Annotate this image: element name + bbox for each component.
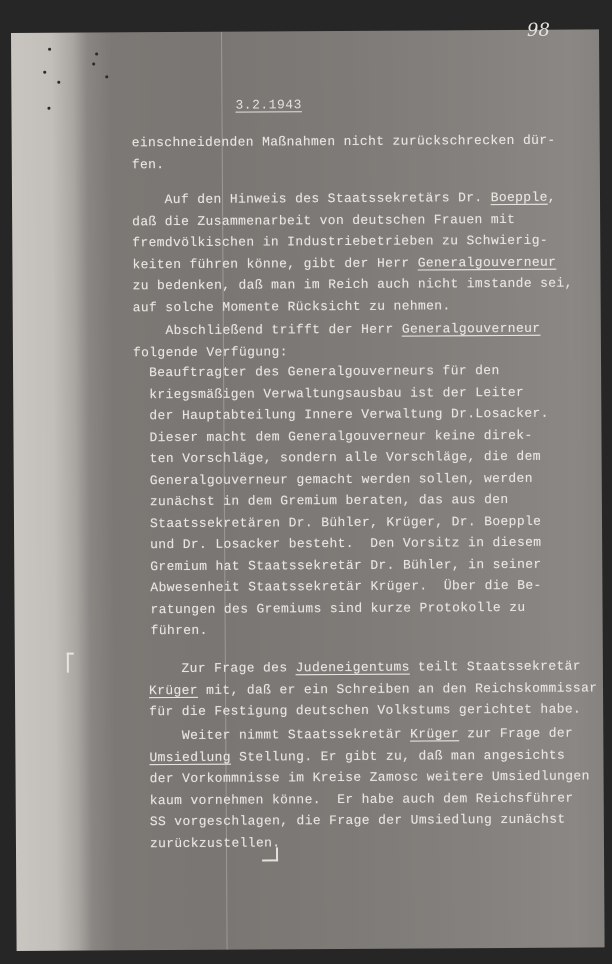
punch-speck: [47, 107, 50, 110]
text-line: ratungen des Gremiums sind kurze Protokolle zu: [150, 599, 526, 617]
text-line: daß die Zusammenarbeit von deutschen Frauen mit: [132, 211, 516, 229]
text-line: Dieser macht dem Generalgouverneur keine direk-: [149, 427, 533, 445]
text-line: kaum vornehmen könne. Er habe auch dem Reichsführer: [149, 790, 574, 808]
text-line: ten Vorschläge, sondern alle Vorschläge, die dem: [149, 448, 541, 467]
punch-speck: [105, 75, 108, 78]
punch-speck: [57, 81, 60, 84]
text-line: fen.: [131, 156, 165, 172]
punch-speck: [95, 52, 98, 55]
paragraph-decree-intro: [133, 318, 541, 363]
date-heading: 3.2.1943: [235, 97, 302, 113]
end-mark-icon: [262, 847, 278, 861]
text-line: Generalgouverneur gemacht werden sollen, werden: [149, 470, 533, 488]
bracket-mark-icon: [67, 653, 74, 673]
document-page: [11, 19, 605, 951]
underlined-term: Umsiedlung: [149, 749, 231, 765]
underlined-name: Generalgouverneur: [401, 320, 541, 337]
text-fragment: Stellung. Er gibt zu, daß man angesichts: [230, 747, 566, 765]
punch-speck: [92, 62, 95, 65]
text-fragment: ,: [547, 189, 556, 205]
text-line: der Vorkommnisse im Kreise Zamosc weitere Umsiedlungen: [149, 768, 590, 787]
paragraph-resettlement: [149, 722, 590, 854]
text-line: für die Festigung deutschen Volkstums gerichtet habe.: [149, 701, 582, 720]
text-line: auf solche Momente Rücksicht zu nehmen.: [132, 297, 451, 315]
text-line: einschneidenden Maßnahmen nicht zurückschrecken dür-: [131, 132, 556, 151]
folio-number: 98: [526, 19, 550, 41]
text-line: kriegsmäßigen Verwaltungsausbau ist der Leiter: [149, 384, 525, 402]
text-line: und Dr. Losacker besteht. Den Vorsitz in diesem: [150, 534, 542, 553]
underlined-term: Judeneigentums: [295, 659, 410, 676]
underlined-name: Generalgouverneur: [417, 254, 557, 271]
text-line: Auf den Hinweis des Staatssekretärs Dr.: [131, 190, 491, 208]
punch-speck: [48, 48, 51, 51]
text-line: führen.: [150, 622, 208, 639]
text-fragment: mit, daß er ein Schreiben an den Reichskommissar: [197, 679, 598, 698]
text-line: Abschließend trifft der Herr: [132, 321, 402, 339]
punch-speck: [43, 71, 46, 74]
underlined-name: Krüger: [148, 682, 198, 698]
text-line: zunächst in dem Gremium beraten, das aus den: [149, 491, 509, 510]
paragraph-jewish-property: [149, 655, 598, 722]
text-line: fremdvölkischen in Industriebetrieben zu Schwierig-: [132, 232, 549, 251]
text-line: Gremium hat Staatssekretär Dr. Bühler, in seiner: [150, 556, 542, 574]
text-line: folgende Verfügung:: [132, 343, 288, 360]
text-fragment: zur Frage der: [459, 725, 574, 742]
text-line: Staatssekretären Dr. Bühler, Krüger, Dr. Boepple: [149, 513, 542, 531]
underlined-name: Boepple: [490, 189, 548, 206]
underlined-name: Krüger: [410, 726, 460, 742]
text-line: keiten führen könne, gibt der Herr: [132, 255, 418, 272]
text-line: der Hauptabteilung Innere Verwaltung Dr.Losacker.: [149, 405, 549, 424]
text-line: Zur Frage des: [148, 660, 296, 677]
text-line: SS vorgeschlagen, die Frage der Umsiedlung zunächst: [149, 811, 566, 830]
text-line: Beauftragter des Generalgouverneurs für den: [149, 363, 500, 381]
text-line: zu bedenken, daß man im Reich auch nicht imstande sei,: [132, 275, 573, 294]
paragraph-continuation: [132, 130, 556, 176]
text-line: Weiter nimmt Staatssekretär: [149, 726, 411, 744]
paragraph-boepple-remark: [132, 187, 573, 319]
decree-body: [149, 360, 550, 642]
text-line: Abwesenheit Staatssekretär Krüger. Über die Be-: [150, 577, 542, 596]
text-line: zurückzustellen.: [149, 834, 281, 851]
text-fragment: teilt Staatssekretär: [409, 658, 581, 675]
